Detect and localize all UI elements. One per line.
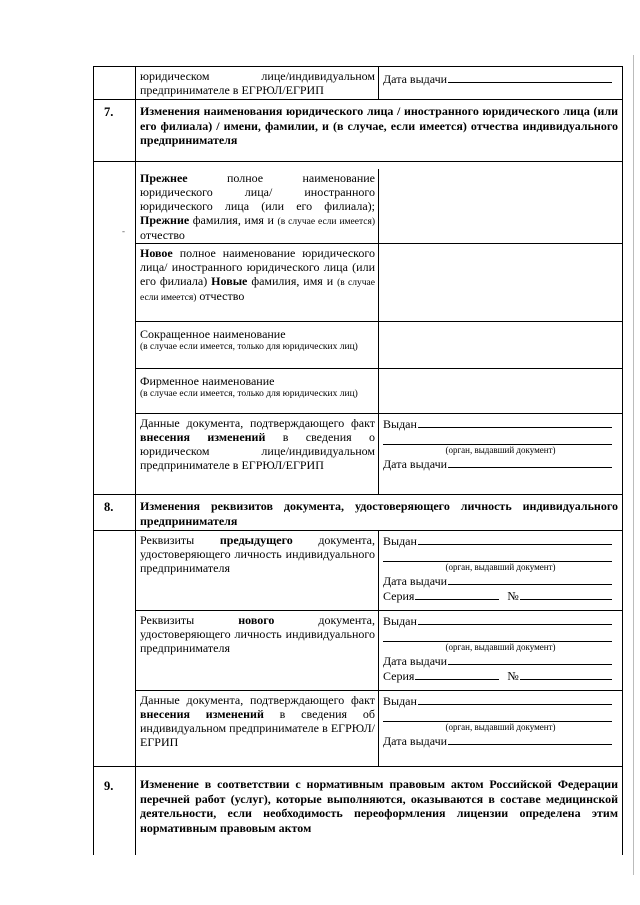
change-document-label: Данные документа, подтверждающего факт внесения изменений в сведения о юридическом лице/индивидуальном предпринимателе в ЕГРЮЛ/ЕГРИП bbox=[136, 414, 379, 494]
brand-name-label: Фирменное наименование (в случае если имеется, только для юридических лиц) bbox=[136, 369, 379, 413]
scan-mark: - bbox=[122, 226, 125, 236]
issue-date-field[interactable]: Дата выдачи bbox=[383, 653, 618, 668]
issued-label: Выдан bbox=[383, 417, 417, 431]
brand-name-value[interactable] bbox=[379, 369, 622, 413]
section-title: Изменения наименования юридического лица / иностранного юридического лица (или его филиала) / имени, фамилии, и (в случае, если имеется) отчества индивидуального предпринимателя bbox=[140, 104, 618, 147]
series-label: Серия bbox=[383, 589, 415, 603]
change-document-row bbox=[136, 414, 622, 494]
issue-date-field[interactable] bbox=[383, 71, 618, 86]
issue-date-label: Дата выдачи bbox=[383, 457, 448, 471]
short-name-label: Сокращенное наименование (в случае если имеется, только для юридических лиц) bbox=[136, 322, 379, 368]
row-number-empty bbox=[94, 162, 136, 494]
section-number: 9. bbox=[94, 767, 136, 855]
issued-field[interactable]: Выдан bbox=[383, 613, 618, 628]
issued-field[interactable] bbox=[383, 416, 618, 431]
issuer-caption: (орган, выдавший документ) bbox=[445, 562, 556, 572]
row-6-continuation bbox=[93, 66, 623, 100]
issue-date-field[interactable]: Дата выдачи bbox=[383, 733, 618, 748]
issue-date-field[interactable]: Дата выдачи bbox=[383, 573, 618, 588]
page-edge bbox=[633, 55, 634, 875]
section-8-body bbox=[93, 531, 623, 767]
brand-name-row bbox=[136, 369, 622, 414]
section-title: Изменения реквизитов документа, удостоверяющего личность индивидуального предпринимателя bbox=[140, 499, 618, 528]
issue-date-field[interactable] bbox=[383, 456, 618, 471]
short-name-row bbox=[136, 322, 622, 369]
series-number-field[interactable] bbox=[383, 588, 618, 603]
section-number: 8. bbox=[94, 495, 136, 530]
section-number: 7. bbox=[94, 100, 136, 161]
form-table bbox=[93, 66, 623, 855]
new-id-label: Реквизиты нового документа, удостоверяющего личность индивидуального предпринимателя bbox=[136, 611, 379, 690]
section-8-header bbox=[93, 495, 623, 531]
issuer-caption: (орган, выдавший документ) bbox=[445, 445, 556, 455]
previous-id-row bbox=[136, 531, 622, 611]
issuer-caption: (орган, выдавший документ) bbox=[445, 642, 556, 652]
row-number-empty bbox=[94, 67, 136, 99]
change-document-row bbox=[136, 691, 622, 766]
previous-id-label: Реквизиты предыдущего документа, удостоверяющего личность индивидуального предпринимателя bbox=[136, 531, 379, 610]
issued-field[interactable]: Выдан bbox=[383, 693, 618, 708]
issue-date-line bbox=[448, 71, 612, 83]
new-id-row bbox=[136, 611, 622, 691]
row6-left-text: юридическом лице/индивидуальном предпринимателе в ЕГРЮЛ/ЕГРИП bbox=[136, 67, 379, 99]
former-name-row bbox=[136, 162, 622, 244]
new-name-label: Новое полное наименование юридического лица/ иностранного юридического лица (или его филиала) Новые фамилия, имя и (в случае если имеется) отчество bbox=[136, 244, 379, 321]
short-name-value[interactable] bbox=[379, 322, 622, 368]
section-9-header bbox=[93, 767, 623, 855]
number-label: № bbox=[507, 589, 519, 603]
issue-date-label: Дата выдачи bbox=[383, 72, 448, 86]
issued-field[interactable]: Выдан bbox=[383, 533, 618, 548]
series-number-field[interactable]: Серия № bbox=[383, 668, 618, 683]
section-7-header bbox=[93, 100, 623, 162]
new-name-row bbox=[136, 244, 622, 322]
new-name-value[interactable] bbox=[379, 244, 622, 321]
change-document-label: Данные документа, подтверждающего факт внесения изменений в сведения об индивидуальном предпринимателе в ЕГРЮЛ/ЕГРИП bbox=[136, 691, 379, 766]
row-number-empty bbox=[94, 531, 136, 766]
issuer-caption: (орган, выдавший документ) bbox=[445, 722, 556, 732]
former-name-label: Прежнее полное наименование юридического лица/ иностранного юридического лица (или его филиала); Прежние фамилия, имя и (в случае если имеется) отчество bbox=[136, 169, 379, 243]
section-title: Изменение в соответствии с нормативным правовым актом Российской Федерации перечней работ (услуг), которые выполняются, оказываются в составе медицинской деятельности, если необходимость переоформления лицензии определена этим нормативным правовым актом bbox=[140, 777, 618, 835]
former-name-value[interactable] bbox=[379, 169, 622, 243]
section-7-body bbox=[93, 162, 623, 495]
